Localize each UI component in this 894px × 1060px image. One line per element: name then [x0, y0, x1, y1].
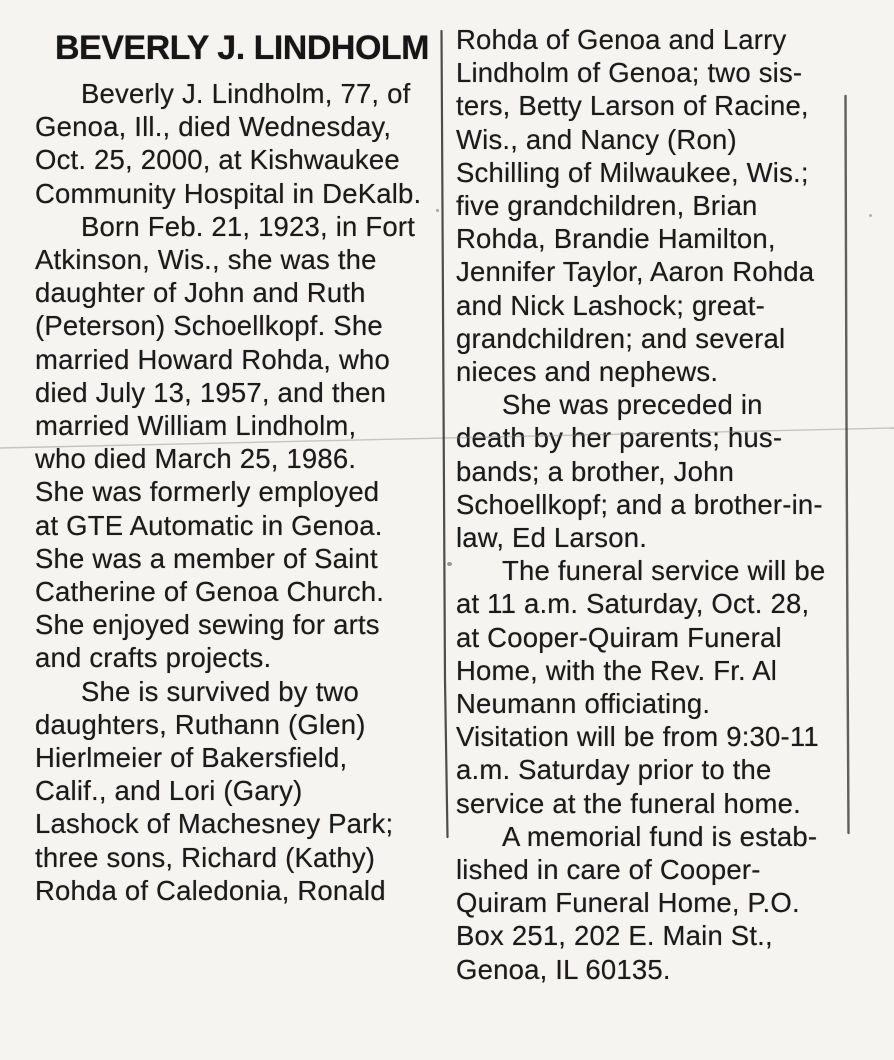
ink-speck — [869, 214, 872, 217]
text-line: Neumann officiating. — [456, 688, 711, 720]
text-line: a.m. Saturday prior to the — [456, 754, 772, 786]
text-line: married Howard Rohda, who — [35, 343, 391, 375]
text-line: nieces and nephews. — [456, 356, 719, 388]
text-line: Wis., and Nancy (Ron) — [456, 123, 737, 155]
text-line: and crafts projects. — [35, 642, 272, 674]
text-line: five grandchildren, Brian — [456, 190, 758, 222]
text-line: She was preceded in — [502, 389, 763, 421]
text-line: She is survived by two — [81, 675, 359, 707]
obituary-headline: BEVERLY J. LINDHOLM — [54, 29, 429, 67]
text-line: The funeral service will be — [502, 555, 826, 587]
text-line: Born Feb. 21, 1923, in Fort — [81, 210, 416, 242]
text-line: lished in care of Cooper- — [456, 854, 761, 886]
text-line: She enjoyed sewing for arts — [35, 609, 380, 641]
text-line: Hierlmeier of Bakersfield, — [35, 742, 348, 774]
text-line: A memorial fund is estab- — [502, 820, 818, 852]
text-line: bands; a brother, John — [456, 455, 735, 487]
text-line: Rohda of Caledonia, Ronald — [35, 874, 386, 906]
text-line: married William Lindholm, — [35, 410, 357, 442]
text-line: Rohda, Brandie Hamilton, — [456, 223, 776, 255]
text-line: law, Ed Larson. — [456, 522, 648, 554]
left-column — [35, 26, 437, 907]
text-line: Box 251, 202 E. Main St., — [456, 920, 773, 952]
text-line: Genoa, Ill., died Wednesday, — [35, 111, 392, 143]
text-line: ters, Betty Larson of Racine, — [456, 90, 809, 122]
text-line: daughter of John and Ruth — [35, 277, 366, 309]
text-line: Genoa, IL 60135. — [456, 953, 671, 985]
text-line: service at the funeral home. — [456, 787, 801, 819]
text-line: Visitation will be from 9:30-11 — [456, 721, 819, 753]
text-line: Schilling of Milwaukee, Wis.; — [456, 156, 809, 188]
text-line: three sons, Richard (Kathy) — [35, 841, 376, 873]
ink-speck — [447, 562, 452, 566]
text-line: Home, with the Rev. Fr. Al — [456, 654, 778, 686]
text-line: at Cooper-Quiram Funeral — [456, 621, 782, 653]
text-line: Beverly J. Lindholm, 77, of — [81, 78, 411, 109]
text-line: grandchildren; and several — [456, 322, 786, 354]
text-line: and Nick Lashock; great- — [456, 289, 765, 321]
text-line: Lashock of Machesney Park; — [35, 808, 394, 840]
ink-speck — [436, 209, 439, 212]
text-line: Atkinson, Wis., she was the — [35, 244, 377, 276]
text-line: daughters, Ruthann (Glen) — [35, 708, 366, 740]
text-line: at GTE Automatic in Genoa. — [35, 509, 383, 541]
text-line: death by her parents; hus- — [456, 422, 783, 454]
text-line: Lindholm of Genoa; two sis- — [456, 57, 803, 89]
text-line: Calif., and Lori (Gary) — [35, 775, 303, 807]
right-column-text — [456, 23, 858, 986]
column-divider-rule — [442, 31, 448, 837]
text-line: Rohda of Genoa and Larry — [456, 24, 787, 55]
left-column-text — [35, 77, 437, 907]
text-line: Oct. 25, 2000, at Kishwaukee — [35, 144, 400, 176]
text-line: Schoellkopf; and a brother-in- — [456, 488, 823, 520]
text-line: died July 13, 1957, and then — [35, 376, 387, 408]
text-line: Catherine of Genoa Church. — [35, 576, 385, 608]
text-line: She was a member of Saint — [35, 542, 378, 574]
text-line: who died March 25, 1986. — [35, 443, 357, 475]
right-column — [456, 23, 858, 986]
text-line: Community Hospital in DeKalb. — [35, 177, 422, 209]
text-line: (Peterson) Schoellkopf. She — [35, 310, 383, 342]
text-line: Quiram Funeral Home, P.O. — [456, 887, 800, 919]
text-line: at 11 a.m. Saturday, Oct. 28, — [456, 588, 810, 620]
text-line: She was formerly employed — [35, 476, 380, 508]
text-line: Jennifer Taylor, Aaron Rohda — [456, 256, 815, 288]
